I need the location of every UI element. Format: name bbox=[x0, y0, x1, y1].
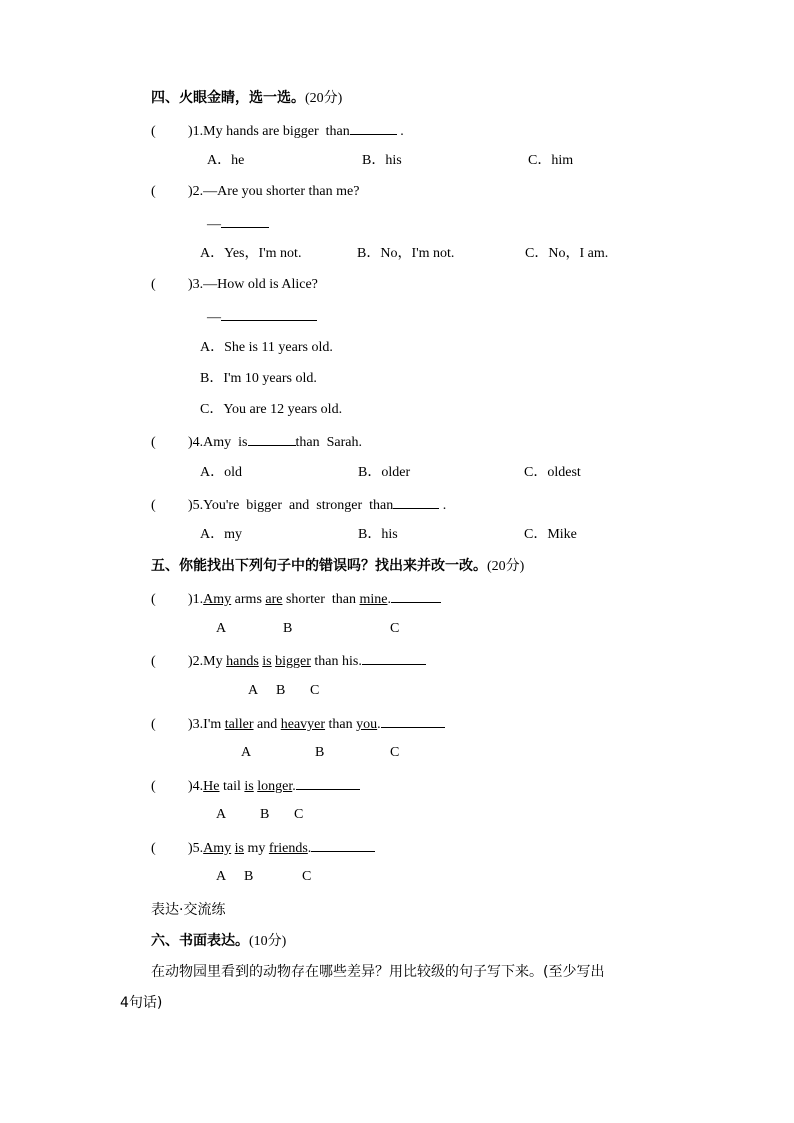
answer-blank[interactable] bbox=[221, 307, 317, 321]
label-c: C bbox=[310, 683, 320, 698]
label-b: B bbox=[283, 621, 293, 636]
option-b: B．his bbox=[358, 527, 398, 542]
option-b: B．I'm 10 years old. bbox=[200, 371, 317, 386]
question-5-1: ( )1.Amy arms are shorter than mine. bbox=[151, 589, 441, 609]
option-c: C．him bbox=[528, 153, 574, 168]
answer-blank[interactable] bbox=[391, 589, 441, 603]
option-b: B．No，I'm not. bbox=[357, 246, 455, 261]
option-c: C．You are 12 years old. bbox=[200, 402, 343, 417]
writing-prompt-line-1: 在动物园里看到的动物存在哪些差异？用比较级的句子写下来。(至少写出 bbox=[151, 964, 605, 980]
label-a: A bbox=[248, 683, 259, 698]
question-4-3: ( )3.—How old is Alice? bbox=[151, 277, 318, 292]
option-a: A．my bbox=[200, 527, 242, 542]
answer-blank[interactable] bbox=[393, 495, 439, 509]
label-a: A bbox=[216, 869, 227, 884]
answer-blank[interactable] bbox=[221, 214, 269, 228]
label-b: B bbox=[260, 807, 270, 822]
label-a: A bbox=[216, 807, 227, 822]
option-b: B．older bbox=[358, 465, 411, 480]
option-a: A．old bbox=[200, 465, 242, 480]
label-b: B bbox=[276, 683, 286, 698]
option-c: C．oldest bbox=[524, 465, 581, 480]
label-c: C bbox=[390, 621, 400, 636]
answer-blank[interactable] bbox=[311, 838, 375, 852]
option-a: A．Yes，I'm not. bbox=[200, 246, 302, 261]
label-c: C bbox=[294, 807, 304, 822]
answer-blank[interactable] bbox=[296, 776, 360, 790]
writing-prompt-line-2: 4句话) bbox=[120, 995, 163, 1011]
option-a: A．he bbox=[207, 153, 245, 168]
label-a: A bbox=[216, 621, 227, 636]
question-4-2: ( )2.—Are you shorter than me? bbox=[151, 184, 360, 199]
answer-blank[interactable] bbox=[350, 121, 397, 135]
section-4-title: 四、火眼金睛，选一选。(20分) bbox=[151, 90, 343, 106]
answer-line: — bbox=[207, 307, 317, 327]
answer-blank[interactable] bbox=[248, 432, 296, 446]
answer-blank[interactable] bbox=[362, 651, 426, 665]
label-b: B bbox=[315, 745, 325, 760]
question-5-2: ( )2.My hands is bigger than his. bbox=[151, 651, 426, 671]
question-5-4: ( )4.He tail is longer. bbox=[151, 776, 360, 796]
question-4-1: ( )1.My hands are bigger than . bbox=[151, 121, 404, 141]
question-4-5: ( )5.You're bigger and stronger than . bbox=[151, 495, 446, 515]
label-c: C bbox=[390, 745, 400, 760]
section-6-title: 六、书面表达。(10分) bbox=[151, 933, 287, 949]
option-c: C．No，I am. bbox=[525, 246, 609, 261]
question-5-3: ( )3.I'm taller and heavyer than you. bbox=[151, 714, 445, 734]
answer-line: — bbox=[207, 214, 269, 234]
part-label: 表达·交流练 bbox=[151, 902, 226, 918]
label-a: A bbox=[241, 745, 252, 760]
label-b: B bbox=[244, 869, 254, 884]
option-c: C．Mike bbox=[524, 527, 577, 542]
answer-blank[interactable] bbox=[381, 714, 445, 728]
option-b: B．his bbox=[362, 153, 402, 168]
label-c: C bbox=[302, 869, 312, 884]
option-a: A．She is 11 years old. bbox=[200, 340, 333, 355]
question-5-5: ( )5.Amy is my friends. bbox=[151, 838, 375, 858]
question-4-4: ( )4.Amy is than Sarah. bbox=[151, 432, 362, 452]
section-5-title: 五、你能找出下列句子中的错误吗？找出来并改一改。(20分) bbox=[151, 558, 525, 574]
